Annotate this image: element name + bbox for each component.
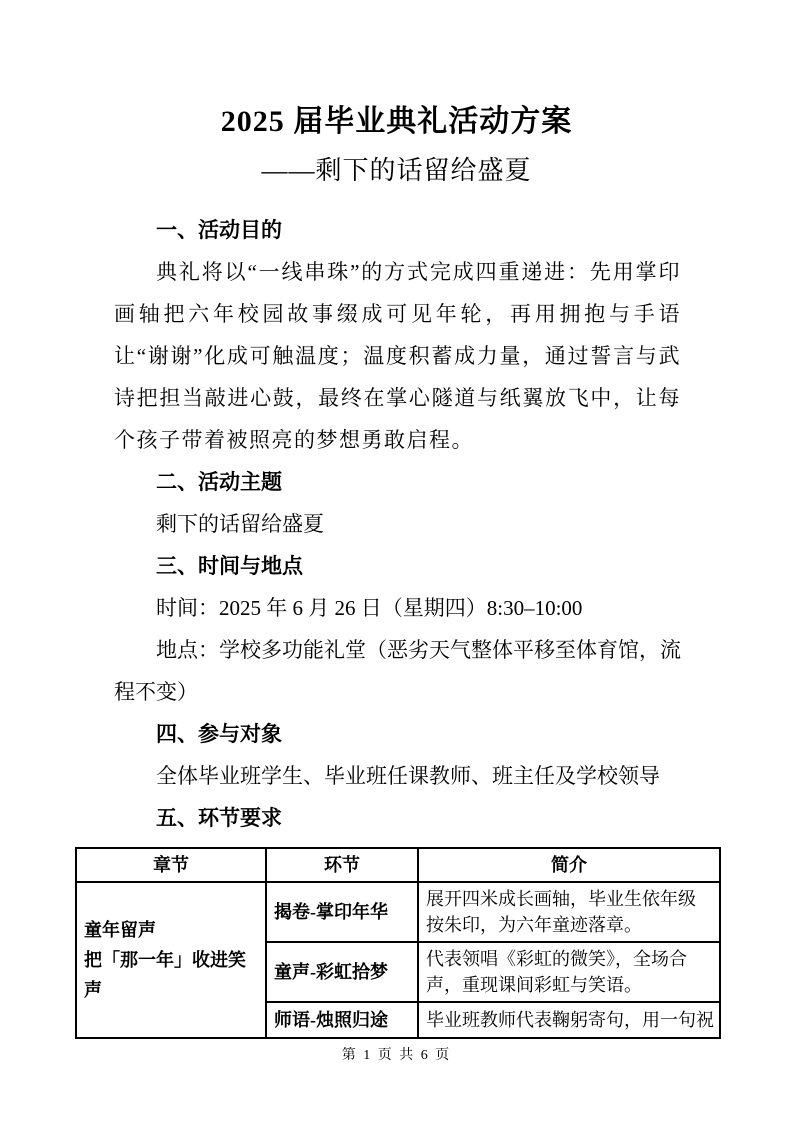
- step-cell: 童声-彩虹拾梦: [266, 942, 418, 1002]
- table-header-row: [76, 848, 720, 882]
- section-heading-participants: 四、参与对象: [156, 722, 282, 746]
- place-line: 地点：学校多功能礼堂（恶劣天气整体平移至体育馆，流程不变）: [114, 638, 681, 704]
- step-cell: 揭卷-掌印年华: [266, 882, 418, 942]
- chapter-subtitle: 把「那一年」收进笑声: [84, 950, 246, 1000]
- section-theme-paragraph: 剩下的话留给盛夏: [156, 512, 324, 536]
- table-row: [76, 882, 720, 942]
- chapter-title: 童年留声: [84, 920, 156, 940]
- desc-cell: 毕业班教师代表鞠躬寄句，用一句祝: [418, 1002, 720, 1038]
- section-heading-theme: 二、活动主题: [156, 470, 282, 494]
- section-heading-time-place: 三、时间与地点: [156, 554, 303, 578]
- doc-subtitle: ——剩下的话留给盛夏: [261, 156, 532, 185]
- table-header-step: 环节: [266, 848, 418, 882]
- section-participants-paragraph: 全体毕业班学生、毕业班任课教师、班主任及学校领导: [156, 764, 660, 788]
- page-number: 第 1 页 共 6 页: [341, 1048, 452, 1063]
- schedule-table: [75, 847, 721, 1039]
- step-cell: 师语-烛照归途: [266, 1002, 418, 1038]
- desc-cell: 代表领唱《彩虹的微笑》，全场合声，重现课间彩虹与笑语。: [418, 942, 720, 1002]
- document-body: [114, 209, 681, 839]
- table-header-summary: 简介: [418, 848, 720, 882]
- doc-title: 2025 届毕业典礼活动方案: [220, 105, 573, 138]
- section-heading-requirements: 五、环节要求: [156, 806, 282, 830]
- section-heading-purpose: 一、活动目的: [156, 218, 282, 242]
- section-purpose-paragraph: 典礼将以“一线串珠”的方式完成四重递进：先用掌印画轴把六年校园故事缀成可见年轮，再用拥抱与手语让“谢谢”化成可触温度；温度积蓄成力量，通过誓言与武诗把担当敲进心鼓，最终在掌心隧道与纸翼放飞中，让每个孩子带着被照亮的梦想勇敢启程。: [114, 260, 681, 452]
- desc-cell: 展开四米成长画轴，毕业生依年级按朱印，为六年童迹落章。: [418, 882, 720, 942]
- chapter-cell: [76, 882, 266, 1038]
- time-line: 时间：2025 年 6 月 26 日（星期四）8:30–10:00: [156, 596, 583, 620]
- table-header-chapter: 章节: [76, 848, 266, 882]
